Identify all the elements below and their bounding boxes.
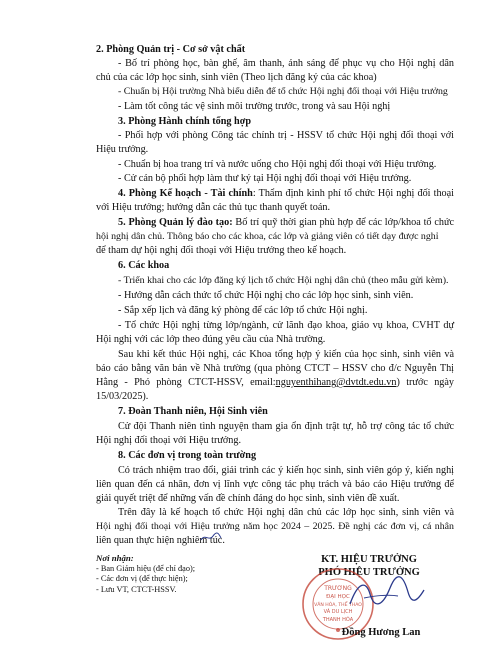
section-6-line	[96, 376, 454, 389]
section-6-line: - Sắp xếp lịch và đăng ký phòng để các lớp tổ chức Hội nghị.	[118, 305, 368, 316]
closing-line: liên quan thực hiện nghiêm túc.	[96, 535, 225, 546]
stamp-text: VĂN HÓA, THỂ THAO	[314, 603, 362, 608]
closing-line: Hội nghị đối thoại với Hiệu trưởng năm học 2024 – 2025. Đề nghị các đơn vị, cá nhân	[96, 521, 454, 532]
recipient-item: - Các đơn vị (để thực hiện);	[96, 574, 188, 583]
section-5-line	[118, 216, 454, 229]
section-2-line: chủ của các lớp học sinh, sinh viên (Theo lịch đăng ký của các khoa)	[96, 72, 377, 83]
section-6-line: - Tổ chức Hội nghị từng lớp/ngành, cử lãnh đạo khoa, giáo vụ khoa, CVHT dự	[118, 320, 454, 331]
section-2-line: - Chuẩn bị Hội trường Nhà biểu diễn để tổ chức Hội nghị đối thoại với Hiệu trưởng	[118, 86, 448, 97]
section-3-line: - Chuẩn bị hoa trang trí và nước uống cho Hội nghị đối thoại với Hiệu trưởng.	[118, 159, 437, 170]
section-2-title: 2. Phòng Quản trị - Cơ sở vật chất	[96, 44, 246, 55]
section-3-title: 3. Phòng Hành chính tổng hợp	[118, 116, 252, 127]
contact-email-link[interactable]: nguyenthihang@dvtdt.edu.vn	[275, 377, 397, 388]
section-6-title: 6. Các khoa	[118, 260, 170, 271]
section-4-title: 4. Phòng Kế hoạch - Tài chính	[118, 188, 253, 199]
signature-flourish-icon	[200, 530, 222, 544]
recipient-item: - Lưu VT, CTCT-HSSV.	[96, 584, 177, 594]
signature-title: KT. HIỆU TRƯỞNG	[321, 554, 417, 565]
stamp-text: THANH HÓA	[322, 617, 354, 623]
section-8-line: giải quyết triệt để những vấn đề chính đáng do học sinh, sinh viên đề xuất.	[96, 493, 400, 504]
section-6-line: 15/03/2025).	[96, 391, 149, 402]
section-7-line: Cử đội Thanh niên tình nguyện tham gia ổn định trật tự, hỗ trợ công tác tổ chức	[118, 421, 454, 432]
section-4-line: với Hiệu trưởng; hướng dẫn các thủ tục thanh quyết toán.	[96, 202, 331, 213]
section-6-line: - Hướng dẫn cách thức tổ chức Hội nghị cho các lớp học sinh, sinh viên.	[118, 290, 414, 301]
signer-name: Đồng Hương Lan	[341, 627, 421, 638]
section-5-line: để tham dự hội nghị đối thoại với Hiệu trưởng theo kế hoạch.	[96, 245, 347, 256]
section-6-line: - Triển khai cho các lớp đăng ký lịch tổ chức Hội nghị dân chủ (theo mẫu gửi kèm).	[118, 275, 449, 286]
section-3-line: - Phối hợp với phòng Công tác chính trị - HSSV tổ chức Hội nghị đối thoại với	[118, 130, 454, 141]
section-6-line: Sau khi kết thúc Hội nghị, các Khoa tổng hợp ý kiến của học sinh, sinh viên và	[118, 349, 454, 360]
recipients-block	[96, 553, 266, 595]
section-3-line: - Cử cán bộ phối hợp làm thư ký tại Hội nghị đối thoại với Hiệu trưởng.	[118, 173, 412, 184]
section-6-text: ) trước ngày	[396, 377, 454, 388]
section-2-line: - Bố trí phòng học, bàn ghế, âm thanh, ánh sáng để phục vụ cho Hội nghị dân	[118, 58, 454, 69]
section-8-title: 8. Các đơn vị trong toàn trường	[118, 450, 257, 461]
recipient-item: - Ban Giám hiệu (để chỉ đạo);	[96, 563, 196, 573]
section-5-title: 5. Phòng Quản lý đào tạo:	[118, 217, 233, 228]
stamp-text: VÀ DU LỊCH	[323, 609, 353, 615]
closing-line: Trên đây là kế hoạch tổ chức Hội nghị dân chủ các lớp học sinh, sinh viên và	[118, 507, 454, 518]
recipients-title: Nơi nhận:	[96, 553, 134, 563]
section-5-text: Bố trí quỹ thời gian phù hợp để các lớp/khoa tổ chức	[232, 217, 454, 228]
section-6-line: báo cáo bằng văn bản về Nhà trường (qua phòng CTCT – HSSV cho đ/c Nguyễn Thị	[96, 363, 454, 374]
section-8-line: liên quan đến cá nhân, đơn vị lĩnh vực công tác phụ trách và báo cáo Hiệu trưởng để	[96, 479, 454, 490]
section-5-line: hội nghị dân chủ. Thông báo cho các khoa, các lớp và giảng viên có tiết dạy được nghỉ	[96, 231, 439, 242]
section-4-line	[118, 187, 454, 200]
section-8-line: Có trách nhiệm trao đổi, giải trình các ý kiến học sinh, sinh viên góp ý, kiến nghị	[118, 465, 454, 476]
section-6-text: Hằng - Phó phòng CTCT-HSSV, email:	[96, 377, 276, 388]
stamp-text: TRƯỜNG	[324, 585, 352, 592]
section-6-line: Hội nghị với các lớp theo đúng yêu cầu của Nhà trường.	[96, 334, 326, 345]
section-4-text: : Thẩm định kinh phí tổ chức Hội nghị đối thoại	[252, 188, 454, 199]
signature-subtitle: PHÓ HIỆU TRƯỞNG	[318, 567, 420, 578]
section-7-title: 7. Đoàn Thanh niên, Hội Sinh viên	[118, 406, 268, 417]
section-2-line: - Làm tốt công tác vệ sinh môi trường trước, trong và sau Hội nghị	[118, 101, 391, 112]
handwritten-signature-icon	[346, 574, 426, 614]
section-7-line: Hội nghị đối thoại với Hiệu trưởng.	[96, 435, 242, 446]
stamp-text: ĐẠI HỌC	[326, 594, 350, 600]
section-3-line: Hiệu trưởng.	[96, 144, 149, 155]
